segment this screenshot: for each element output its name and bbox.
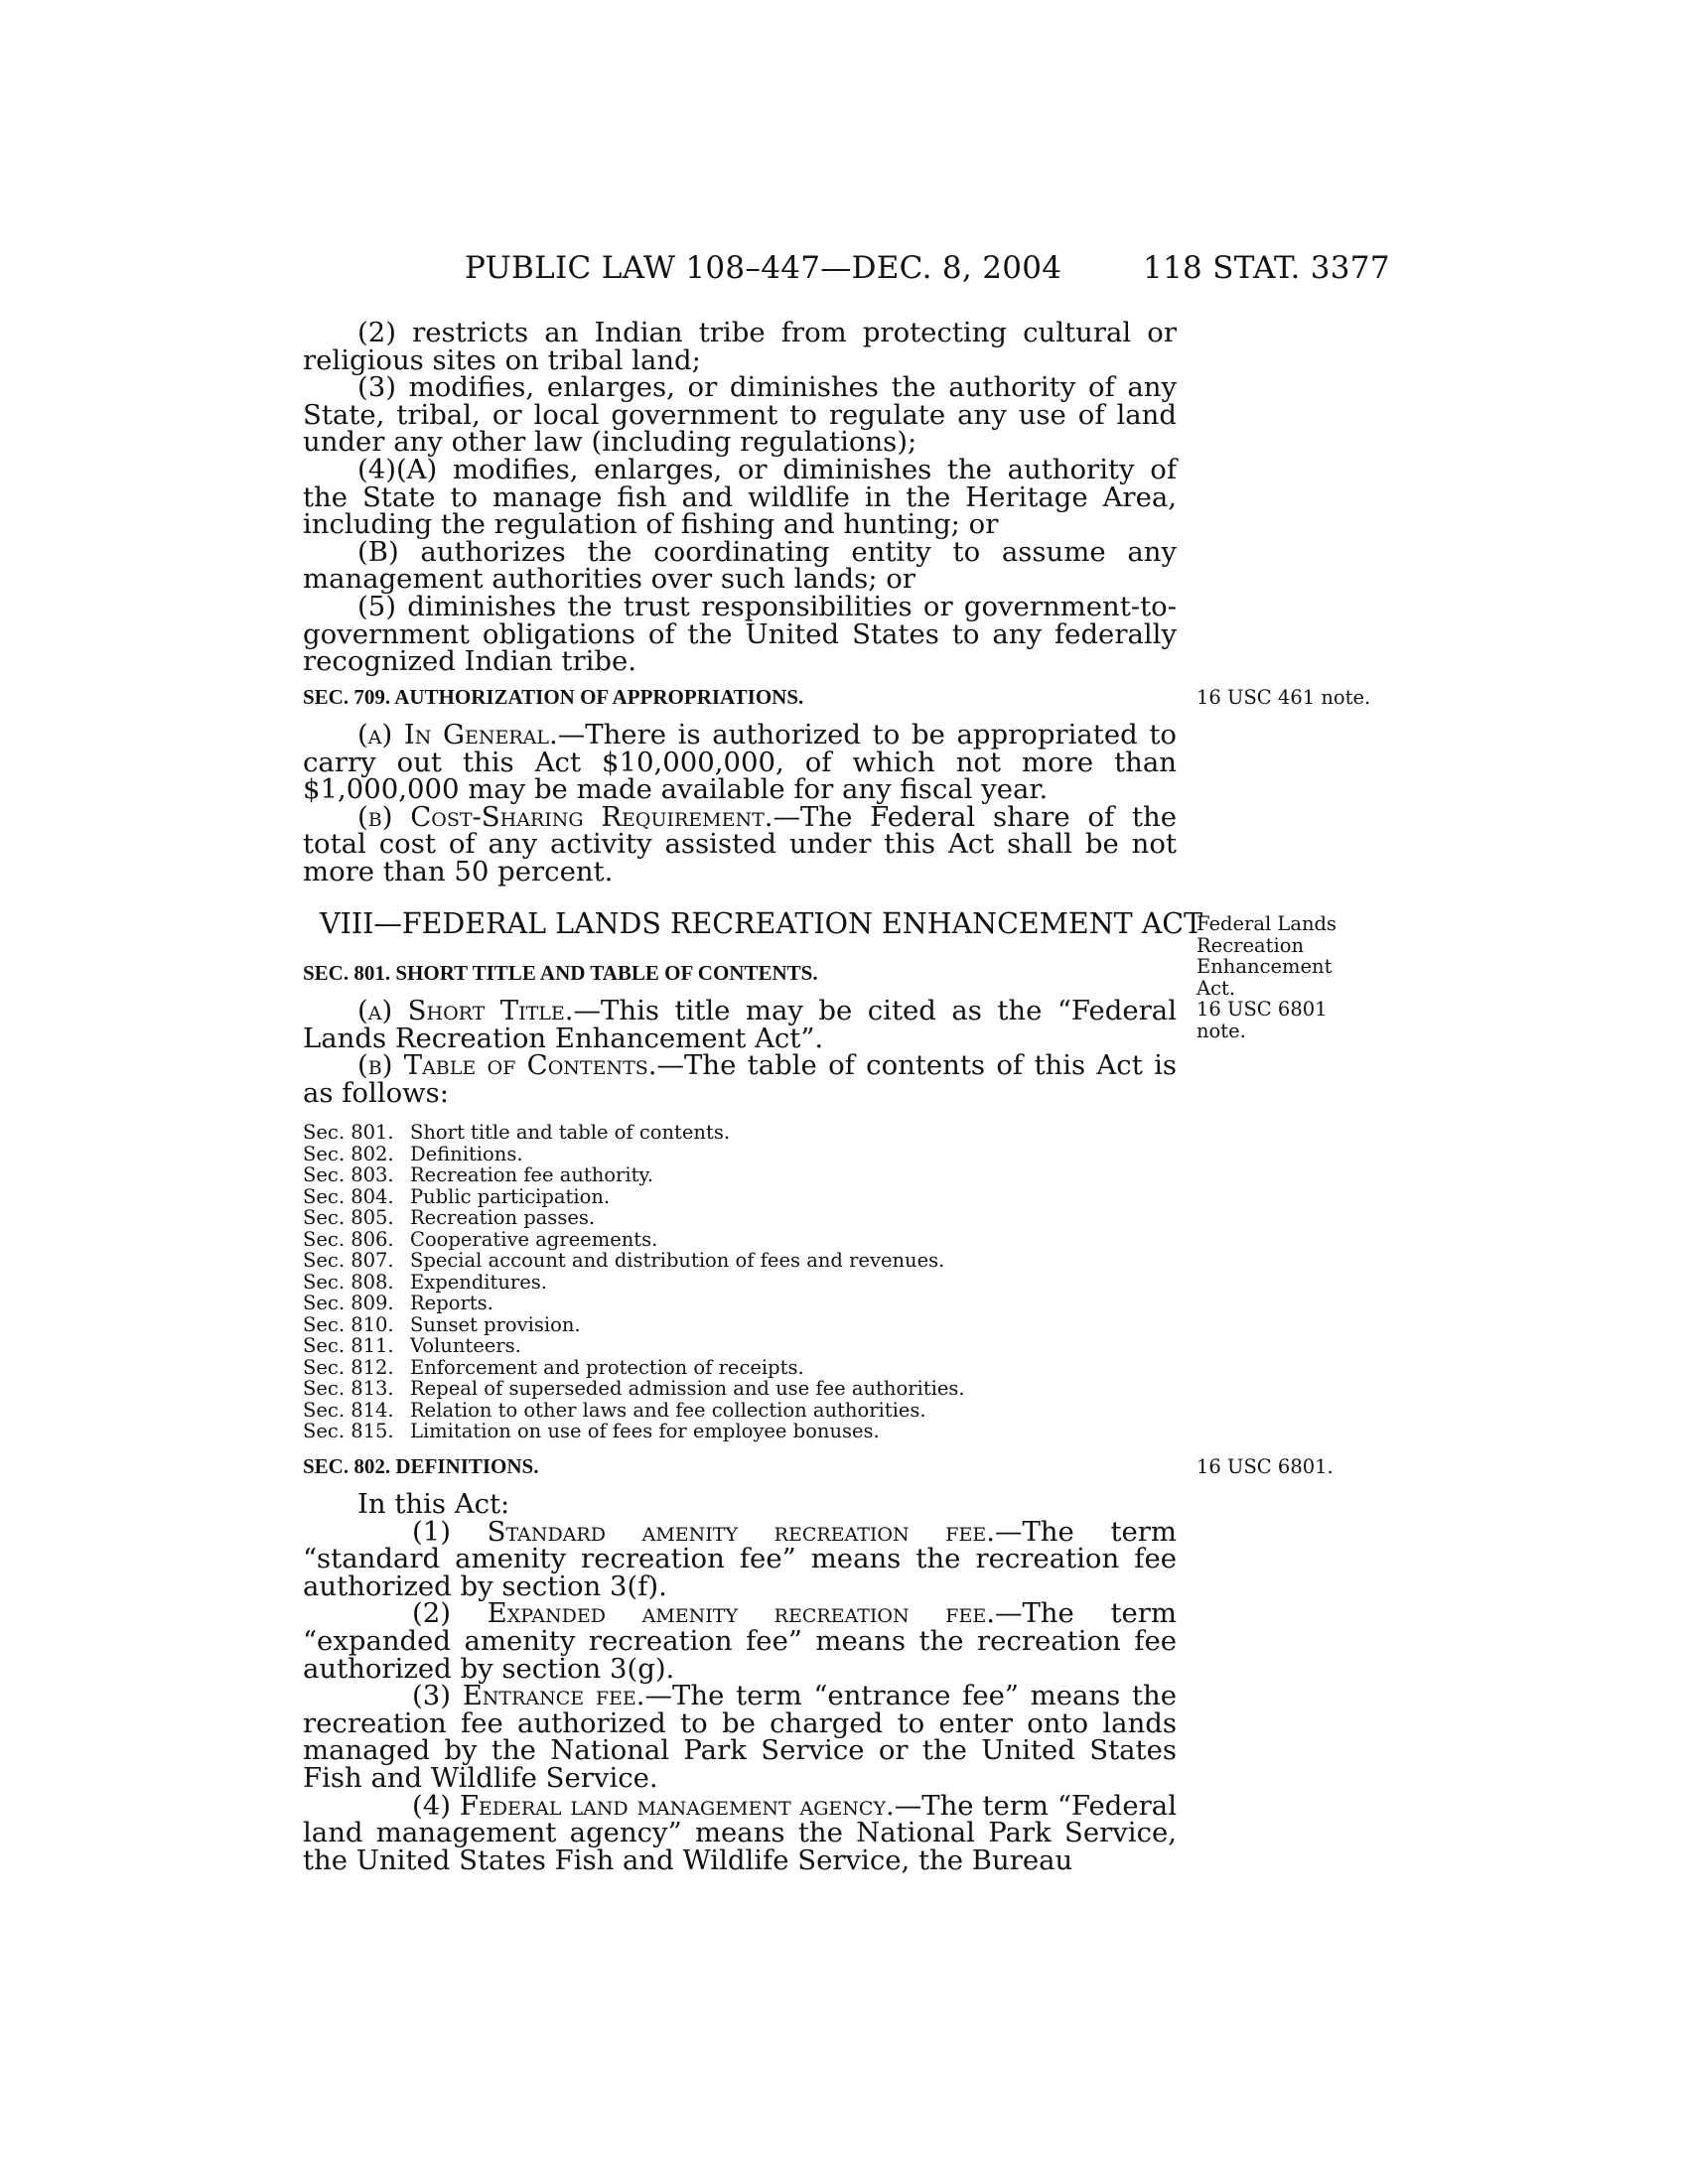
- toc-title: Special account and distribution of fees and revenues.: [410, 1249, 945, 1272]
- margin-note-line-3: Enhancement: [1196, 955, 1333, 978]
- sec-801-a-text: —This title may be cited as the “Federal Lands Recreation Enhancement Act”.: [303, 995, 1177, 1054]
- sec-709-b: [303, 800, 1177, 887]
- toc-row: [303, 1144, 965, 1165]
- def-3-label: (3) Entrance fee.: [412, 1680, 645, 1712]
- sec-709-b-text: —The Federal share of the total cost of any activity assisted under this Act shall be not more than 50 percent.: [303, 800, 1177, 887]
- toc-row: [303, 1400, 965, 1422]
- sec-802-heading: SEC. 802. DEFINITIONS.: [303, 1454, 539, 1478]
- title-viii-margin-note: [1196, 913, 1336, 1041]
- toc-sec: Sec. 813.: [303, 1377, 394, 1400]
- item-4a: (4)(A) modifies, enlarges, or diminishes the authority of the State to manage fish and wildlife in the Heritage Area, including the regulation of fishing and hunting; or: [303, 453, 1177, 541]
- toc-sec: Sec. 806.: [303, 1227, 394, 1251]
- def-3-text: —The term “entrance fee” means the recreation fee authorized to be charged to enter onto lands managed by the National Park Service or the United States Fish and Wildlife Service.: [303, 1680, 1177, 1794]
- toc-row: [303, 1207, 965, 1229]
- toc-row: [303, 1293, 965, 1314]
- toc-title: Expenditures.: [410, 1270, 547, 1294]
- def-3: [248, 1680, 1177, 1794]
- margin-note-line-5: 16 USC 6801: [1196, 998, 1328, 1021]
- toc-sec: Sec. 808.: [303, 1270, 394, 1294]
- toc-row: [303, 1186, 965, 1208]
- def-2-text: —The term “expanded amenity recreation fee” means the recreation fee authorized by section 3(g).: [303, 1597, 1177, 1685]
- def-1-text: —The term “standard amenity recreation fee” means the recreation fee authorized by section 3(f).: [303, 1515, 1177, 1602]
- toc-title: Short title and table of contents.: [410, 1121, 731, 1144]
- sec-709-a-label: (a) In General.: [357, 719, 558, 751]
- sec-709-heading: SEC. 709. AUTHORIZATION OF APPROPRIATIONS.: [303, 685, 804, 709]
- margin-note-line-6: note.: [1196, 1019, 1246, 1042]
- sec-802-body: [303, 1488, 1177, 1876]
- margin-note-line-4: Act.: [1196, 976, 1236, 1000]
- toc-sec: Sec. 801.: [303, 1121, 394, 1144]
- sec-709-body: [303, 719, 1177, 887]
- toc-sec: Sec. 815.: [303, 1420, 394, 1442]
- toc-row: [303, 1229, 965, 1251]
- sec-801-heading: SEC. 801. SHORT TITLE AND TABLE OF CONTENTS.: [303, 961, 818, 985]
- def-1-label: (1) Standard amenity recreation fee.: [412, 1515, 995, 1548]
- toc-row: [303, 1335, 965, 1357]
- sec-802-intro: In this Act:: [357, 1488, 510, 1520]
- sec-709-b-label: (b) Cost-Sharing Requirement.: [357, 800, 774, 833]
- toc-sec: Sec. 814.: [303, 1398, 394, 1422]
- toc-title: Relation to other laws and fee collection authorities.: [410, 1398, 926, 1422]
- sec-801-b: [303, 1049, 1177, 1109]
- toc-title: Recreation fee authority.: [410, 1163, 654, 1186]
- sec-709-margin-note: 16 USC 461 note.: [1196, 686, 1371, 709]
- toc-row: [303, 1122, 965, 1144]
- toc-title: Definitions.: [410, 1142, 523, 1165]
- def-2-label: (2) Expanded amenity recreation fee.: [412, 1597, 995, 1630]
- margin-note-line-2: Recreation: [1196, 933, 1305, 957]
- toc-sec: Sec. 812.: [303, 1355, 394, 1379]
- toc-title: Sunset provision.: [410, 1312, 581, 1336]
- toc-title: Volunteers.: [410, 1334, 521, 1357]
- toc-sec: Sec. 807.: [303, 1249, 394, 1272]
- toc-sec: Sec. 811.: [303, 1334, 394, 1357]
- toc-row: [303, 1314, 965, 1336]
- toc-row: [303, 1421, 965, 1442]
- page-number: 118 STAT. 3377: [1143, 250, 1390, 286]
- sec-709-a-text: —There is authorized to be appropriated to carry out this Act $10,000,000, of which not more than $1,000,000 may be made available for any fiscal year.: [303, 719, 1177, 806]
- toc-row: [303, 1250, 965, 1272]
- sec-801-body: [303, 995, 1177, 1109]
- toc-row: [303, 1357, 965, 1379]
- toc-title: Limitation on use of fees for employee bonuses.: [410, 1420, 880, 1442]
- toc-sec: Sec. 802.: [303, 1142, 394, 1165]
- running-header-left: PUBLIC LAW 108–447—DEC. 8, 2004: [465, 250, 1062, 286]
- def-4-label: (4) Federal land management agency.: [412, 1789, 895, 1822]
- toc-row: [303, 1164, 965, 1186]
- toc-sec: Sec. 804.: [303, 1184, 394, 1208]
- sec-801-b-label: (b) Table of Contents.: [357, 1049, 657, 1082]
- toc-title: Repeal of superseded admission and use fee authorities.: [410, 1377, 965, 1400]
- toc-sec: Sec. 803.: [303, 1163, 394, 1186]
- toc-title: Cooperative agreements.: [410, 1227, 658, 1251]
- item-4b: (B) authorizes the coordinating entity to assume any management authorities over such lands; or: [303, 535, 1177, 596]
- toc-title: Enforcement and protection of receipts.: [410, 1355, 804, 1379]
- def-4-text: —The term “Federal land management agency” means the National Park Service, the United States Fish and Wildlife Service, the Bureau: [303, 1789, 1177, 1876]
- toc-sec: Sec. 810.: [303, 1312, 394, 1336]
- toc-title: Recreation passes.: [410, 1206, 596, 1229]
- sec-801-a: [303, 995, 1177, 1054]
- def-2: [248, 1597, 1177, 1685]
- title-viii-heading: VIII—FEDERAL LANDS RECREATION ENHANCEMENT ACT: [320, 907, 1203, 940]
- item-2: (2) restricts an Indian tribe from protecting cultural or religious sites on tribal land;: [303, 317, 1177, 376]
- toc-sec: Sec. 809.: [303, 1292, 394, 1314]
- toc-title: Reports.: [410, 1292, 493, 1314]
- sec-801-b-text: —The table of contents of this Act is as follows:: [303, 1049, 1177, 1109]
- def-1: [248, 1515, 1177, 1602]
- toc-title: Public participation.: [410, 1184, 611, 1208]
- def-4: [248, 1789, 1177, 1876]
- margin-note-line-1: Federal Lands: [1196, 912, 1337, 935]
- top-items: [303, 317, 1177, 678]
- sec-801-a-label: (a) Short Title.: [357, 995, 574, 1026]
- toc-sec: Sec. 805.: [303, 1206, 394, 1229]
- item-5: (5) diminishes the trust responsibilities or government-to-government obligations of the United States to any federally recognized Indian tribe.: [303, 590, 1177, 678]
- item-3: (3) modifies, enlarges, or diminishes the authority of any State, tribal, or local government to regulate any use of land under any other law (including regulations);: [303, 371, 1177, 459]
- toc-row: [303, 1378, 965, 1400]
- sec-709-a: [303, 719, 1177, 806]
- toc-row: [303, 1272, 965, 1294]
- table-of-contents: [303, 1122, 965, 1442]
- sec-802-margin-note: 16 USC 6801.: [1196, 1455, 1334, 1478]
